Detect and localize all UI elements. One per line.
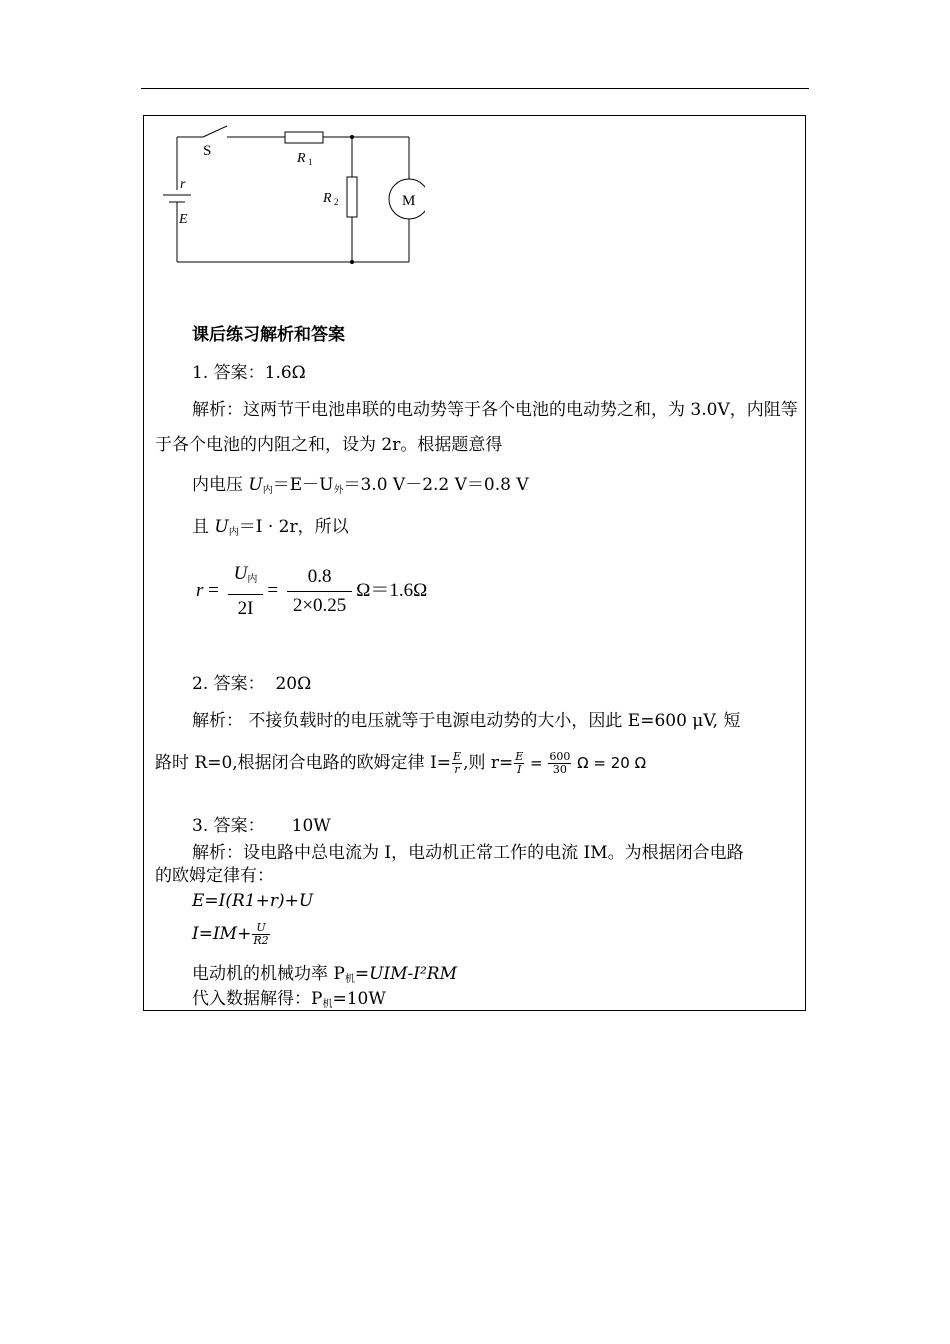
q1-eq2 bbox=[192, 516, 349, 544]
r1-label: R bbox=[297, 151, 306, 166]
q3-frac-u-r2 bbox=[252, 922, 269, 947]
q3-explanation-a: 解析：设电路中总电流为 I，电动机正常工作的电流 IM。为根据闭合电路 bbox=[192, 843, 744, 863]
q3-eq4-sub: 机 bbox=[322, 999, 333, 1010]
q1-eq2-u: U bbox=[214, 517, 229, 537]
q2-frac-600-30 bbox=[548, 751, 571, 776]
q2-answer bbox=[192, 673, 311, 695]
q1-frac1-num-sub: 内 bbox=[247, 574, 258, 585]
q3-eq2 bbox=[192, 922, 271, 947]
q3-answer bbox=[192, 815, 331, 837]
circuit-diagram bbox=[155, 122, 425, 272]
q3-frac-num: U bbox=[252, 922, 269, 935]
q1-answer-prefix: 1. 答案： bbox=[192, 363, 265, 383]
r2-resistor bbox=[347, 177, 357, 217]
q2-explanation-b bbox=[155, 751, 646, 776]
q1-eq1-sub-in: 内 bbox=[262, 485, 273, 496]
q1-frac1-den: 2I bbox=[237, 598, 254, 619]
emf-label: E bbox=[179, 212, 188, 227]
q2-explain-c: ,则 r= bbox=[463, 753, 514, 773]
switch-label: S bbox=[203, 143, 212, 159]
q1-eq1-prefix: 内电压 bbox=[192, 475, 249, 495]
q1-formula: r = $\frac{U_内}{2I}$ = $\frac{0.8}{2\times 0.25}$ Ω＝1.6Ω bbox=[196, 560, 427, 623]
r1-sub: 1 bbox=[308, 157, 313, 167]
q1-frac-u-2i bbox=[228, 560, 264, 623]
q2-frac-b-num: E bbox=[515, 750, 524, 763]
q3-eq1: E=I(R1+r)+U bbox=[192, 891, 314, 911]
q3-eq2-prefix: I=IM+ bbox=[192, 924, 252, 944]
q2-frac-b-den: I bbox=[517, 763, 522, 776]
q1-eq1-rest: ＝3.0 V－2.2 V＝0.8 V bbox=[343, 475, 529, 495]
r1-resistor bbox=[285, 132, 323, 143]
q1-answer-value: 1.6Ω bbox=[264, 363, 306, 383]
q3-eq3-rest: =UIM-I²RM bbox=[354, 964, 458, 984]
q2-frac-a-den: r bbox=[454, 763, 460, 776]
switch-lever bbox=[203, 126, 227, 137]
q3-eq3-prefix: 电动机的机械功率 P bbox=[192, 964, 345, 984]
q2-answer-prefix: 2. 答案： bbox=[192, 674, 265, 694]
q1-eq2-rest: ＝I · 2r，所以 bbox=[238, 517, 349, 537]
r2-label: R bbox=[323, 191, 332, 206]
internal-r-label: r bbox=[180, 177, 186, 192]
r2-sub: 2 bbox=[334, 197, 339, 207]
q2-explain-b: 路时 R=0,根据闭合电路的欧姆定律 I= bbox=[155, 753, 452, 773]
q3-eq4 bbox=[192, 988, 386, 1016]
q2-frac-c-den: 30 bbox=[552, 763, 567, 776]
q2-frac-e-r bbox=[452, 751, 462, 776]
q3-answer-prefix: 3. 答案： bbox=[192, 816, 265, 836]
q1-eq2-sub: 内 bbox=[228, 527, 239, 538]
q1-frac1-num: U bbox=[233, 563, 248, 584]
q1-frac-values bbox=[287, 563, 352, 620]
q1-eq1-sub-out: 外 bbox=[333, 485, 344, 496]
header-rule bbox=[141, 88, 809, 89]
q3-eq4-prefix: 代入数据解得：P bbox=[192, 989, 323, 1009]
q3-answer-value: 10W bbox=[291, 816, 331, 836]
q1-formula-tail: Ω＝1.6Ω bbox=[356, 579, 428, 601]
q1-eq1-mid: ＝E－U bbox=[272, 475, 334, 495]
q3-eq3 bbox=[192, 963, 457, 991]
q2-answer-value: 20Ω bbox=[275, 674, 312, 694]
section-title: 课后练习解析和答案 bbox=[192, 325, 345, 345]
q3-frac-den: R2 bbox=[253, 934, 269, 947]
q1-eq2-prefix: 且 bbox=[192, 517, 215, 537]
q1-answer bbox=[192, 362, 306, 384]
q2-explanation-a: 解析： 不接负载时的电压就等于电源电动势的大小，因此 E=600 μV, 短 bbox=[192, 711, 741, 731]
q1-frac2-den: 2×0.25 bbox=[292, 595, 347, 616]
q1-eq1-u: U bbox=[248, 475, 263, 495]
q1-eq1 bbox=[192, 474, 529, 502]
q3-explanation-b: 的欧姆定律有： bbox=[155, 866, 274, 886]
q2-frac-c-num: 600 bbox=[549, 750, 571, 763]
q2-frac-e-i bbox=[514, 751, 524, 776]
motor-label: M bbox=[402, 193, 416, 209]
q3-eq3-sub: 机 bbox=[344, 974, 355, 985]
q2-frac-a-num: E bbox=[453, 750, 462, 763]
q2-tail: Ω = 20 Ω bbox=[572, 754, 647, 772]
q3-eq4-rest: =10W bbox=[332, 989, 386, 1009]
q1-formula-lhs: r bbox=[196, 579, 204, 601]
q1-explanation: 解析：这两节干电池串联的电动势等于各个电池的电动势之和，为 3.0V，内阻等于各个电池的内阻之和，设为 2r。根据题意得 bbox=[155, 400, 798, 455]
q1-frac2-num: 0.8 bbox=[287, 563, 352, 592]
q2-eq-sign: = bbox=[525, 754, 548, 772]
